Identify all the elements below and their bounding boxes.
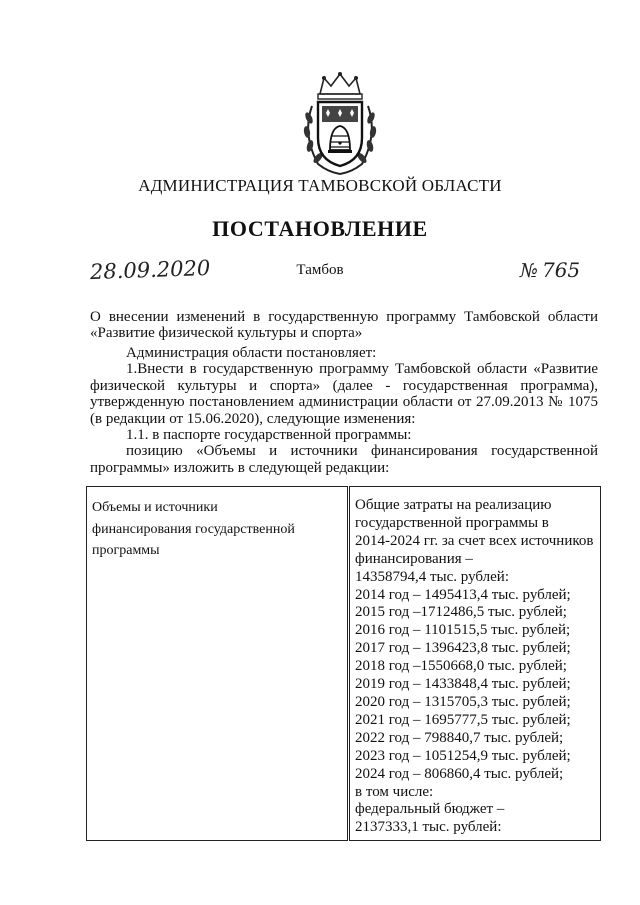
value-line: 2021 год – 1695777,5 тыс. рублей; xyxy=(355,711,571,728)
value-line: 2020 год – 1315705,3 тыс. рублей; xyxy=(355,693,571,710)
coat-of-arms-icon xyxy=(298,72,382,176)
document-body xyxy=(90,345,598,476)
value-line: 2014 год – 1495413,4 тыс. рублей; xyxy=(355,586,571,603)
value-line: 2017 год – 1396423,8 тыс. рублей; xyxy=(355,640,571,657)
number-sign: № xyxy=(520,260,538,282)
document-type-title: ПОСТАНОВЛЕНИЕ xyxy=(212,216,428,241)
value-line: 2024 год – 806860,4 тыс. рублей; xyxy=(355,765,564,782)
value-line: 2137333,1 тыс. рублей: xyxy=(355,819,502,836)
subject-line: «Развитие физической культуры и спорта» xyxy=(90,325,363,342)
value-line: 2018 год –1550668,0 тыс. рублей; xyxy=(355,658,567,675)
value-line: 14358794,4 тыс. рублей: xyxy=(355,568,509,585)
document-city: Тамбов xyxy=(296,262,344,278)
coat-of-arms-emblem xyxy=(298,72,382,176)
number-value: 765 xyxy=(541,258,581,282)
item1-line: 1.Внести в государственную программу Тамбовской области «Развитие xyxy=(126,361,598,378)
value-line: государственной программы в xyxy=(355,514,549,531)
value-line: 2023 год – 1051254,9 тыс. рублей; xyxy=(355,747,571,764)
item1-1-heading: 1.1. в паспорте государственной программы: xyxy=(126,427,412,444)
value-line: федеральный бюджет – xyxy=(355,801,505,818)
document-number xyxy=(520,258,580,282)
label-line: финансирования государственной xyxy=(92,521,295,537)
label-line: Объемы и источники xyxy=(92,500,218,515)
value-line: 2022 год – 798840,7 тыс. рублей; xyxy=(355,729,564,746)
financing-table xyxy=(86,486,601,841)
value-line: 2019 год – 1433848,4 тыс. рублей; xyxy=(355,676,571,693)
document-date: 28.09.2020 xyxy=(89,255,211,285)
value-line: в том числе: xyxy=(355,783,434,800)
item1-1-line: программы» изложить в следующей редакции: xyxy=(90,459,390,476)
table-cell-label xyxy=(87,487,349,841)
value-line: 2016 год – 1101515,5 тыс. рублей; xyxy=(355,622,571,639)
item1-line: утвержденную постановлением администрации области от 27.09.2013 № 1075 xyxy=(90,394,598,411)
value-line: 2014-2024 гг. за счет всех источников xyxy=(355,532,594,549)
intro-paragraph: Администрация области постановляет: xyxy=(126,345,377,361)
item1-line: (в редакции от 15.06.2020), следующие изменения: xyxy=(90,410,416,427)
value-line: финансирования – xyxy=(355,550,473,567)
value-line: 2015 год –1712486,5 тыс. рублей; xyxy=(355,604,567,621)
document-subject xyxy=(90,309,598,342)
subject-line: О внесении изменений в государственную программу Тамбовской области xyxy=(90,309,598,325)
value-line: Общие затраты на реализацию xyxy=(355,497,552,513)
item1-line: физической культуры и спорта» (далее - государственная программа), xyxy=(90,377,598,394)
organization-name: АДМИНИСТРАЦИЯ ТАМБОВСКОЙ ОБЛАСТИ xyxy=(138,176,502,195)
table-row xyxy=(87,487,601,841)
table-cell-value xyxy=(349,487,601,841)
item1-1-line: позицию «Объемы и источники финансирования государственной xyxy=(126,443,598,460)
label-line: программы xyxy=(92,543,160,558)
